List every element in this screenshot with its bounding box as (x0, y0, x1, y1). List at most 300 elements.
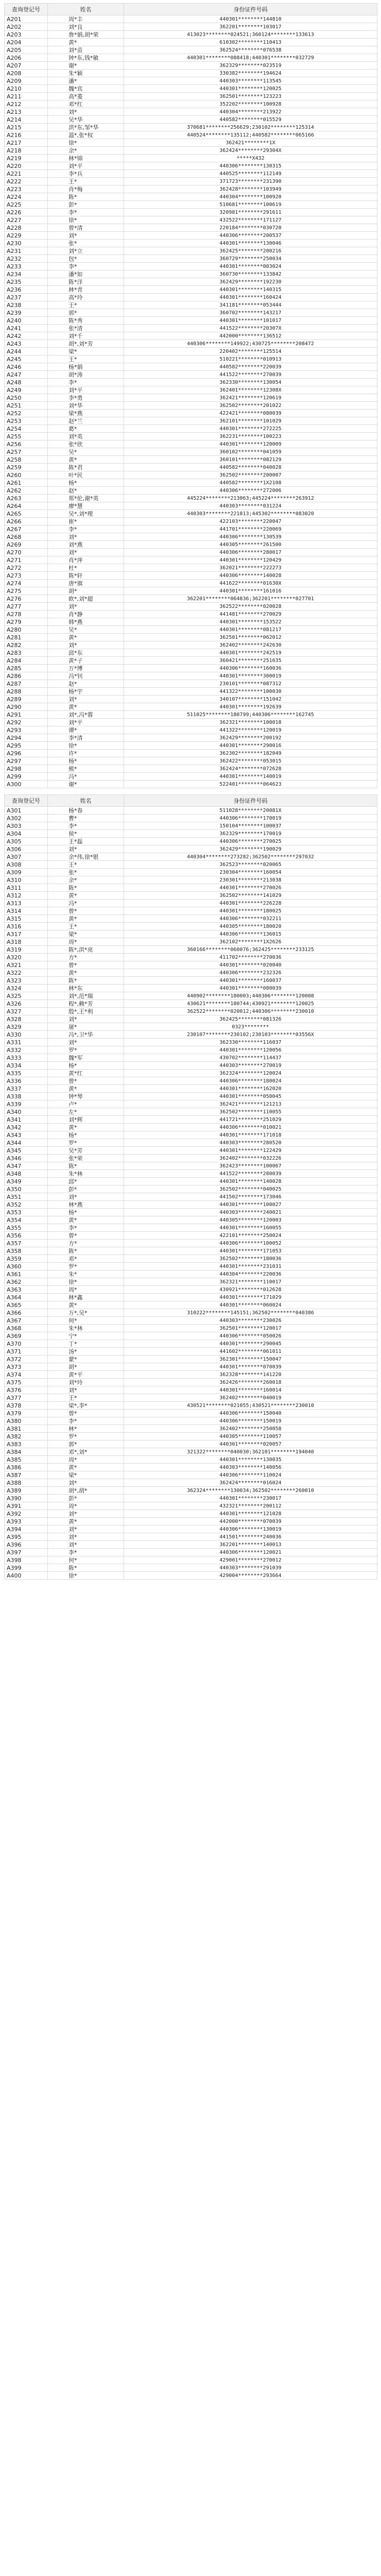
header-id-number: 身份证件号码 (124, 795, 377, 807)
cell-name: 肖*萍 (48, 556, 124, 564)
table-row (5, 556, 377, 564)
cell-registration-no: A251 (5, 402, 48, 410)
table-row (5, 830, 377, 838)
table-row (5, 518, 377, 526)
cell-id-number: 362321********100018 (124, 719, 377, 726)
cell-id-number: 440306********010021 (124, 1124, 377, 1131)
cell-id-number: 440301********192639 (124, 703, 377, 711)
table-row (5, 757, 377, 765)
cell-registration-no: A261 (5, 479, 48, 487)
table-row (5, 325, 377, 332)
table-row (5, 70, 377, 77)
cell-id-number: 441602********061011 (124, 1348, 377, 1355)
cell-id-number: 441721********251029 (124, 1116, 377, 1124)
cell-name: 黄* (48, 1464, 124, 1471)
cell-registration-no: A213 (5, 108, 48, 116)
cell-name: 刘*良 (48, 23, 124, 31)
table-row (5, 209, 377, 216)
cell-id-number: 362429********192230 (124, 278, 377, 286)
cell-registration-no: A202 (5, 23, 48, 31)
cell-id-number: 511025********180799;440306********162745 (124, 711, 377, 719)
cell-registration-no: A217 (5, 139, 48, 147)
cell-name: 陈* (48, 1247, 124, 1255)
cell-id-number: 440306********130315 (124, 162, 377, 170)
registry-table-1 (4, 3, 377, 788)
cell-name: 周* (48, 1456, 124, 1464)
table-row (5, 954, 377, 961)
cell-name: 吴*芳 (48, 1147, 124, 1155)
cell-name: 徐* (48, 1278, 124, 1286)
cell-registration-no: A388 (5, 1479, 48, 1487)
cell-registration-no: A306 (5, 845, 48, 853)
cell-id-number: 440301********171029 (124, 1294, 377, 1301)
cell-id-number: 320981********291611 (124, 209, 377, 216)
table-row (5, 541, 377, 549)
cell-id-number: 362102********1X2626 (124, 938, 377, 946)
cell-id-number: 440301********140315 (124, 286, 377, 294)
table-row (5, 1572, 377, 1580)
cell-id-number: 362402********032226 (124, 1155, 377, 1162)
table-row (5, 1556, 377, 1564)
table-row (5, 1294, 377, 1301)
cell-name: 刘*华 (48, 402, 124, 410)
table-row (5, 425, 377, 433)
cell-name: 黄*红 (48, 1070, 124, 1077)
cell-name: 谢* (48, 781, 124, 788)
cell-name: 邓*,刘* (48, 1448, 124, 1456)
cell-name: 林*东 (48, 985, 124, 992)
cell-registration-no: A342 (5, 1124, 48, 1131)
cell-name: 刘*千 (48, 332, 124, 340)
cell-registration-no: A398 (5, 1556, 48, 1564)
cell-registration-no: A262 (5, 487, 48, 495)
cell-registration-no: A390 (5, 1495, 48, 1502)
cell-id-number: 362021********222273 (124, 564, 377, 572)
cell-name: 刘*,范*瑞 (48, 992, 124, 1000)
cell-id-number: 362429********200192 (124, 734, 377, 742)
cell-name: 朱*林 (48, 1325, 124, 1332)
cell-id-number: 429001********270012 (124, 1556, 377, 1564)
table-row (5, 1541, 377, 1549)
cell-registration-no: A338 (5, 1093, 48, 1100)
cell-registration-no: A290 (5, 703, 48, 711)
cell-name: 李* (48, 209, 124, 216)
table-row (5, 603, 377, 611)
header-registration-no: 查询登记号 (5, 795, 48, 807)
cell-registration-no: A264 (5, 502, 48, 510)
cell-id-number: 362424********29304X (124, 147, 377, 155)
cell-name: 徐* (48, 742, 124, 750)
table-row (5, 1116, 377, 1124)
cell-id-number: 429004********293664 (124, 1572, 377, 1580)
cell-registration-no: A353 (5, 1209, 48, 1216)
cell-registration-no: A345 (5, 1147, 48, 1155)
cell-id-number: 440305********110057 (124, 1433, 377, 1440)
cell-name: 左* (48, 1108, 124, 1116)
cell-registration-no: A332 (5, 1046, 48, 1054)
table-row (5, 440, 377, 448)
table-row (5, 726, 377, 734)
cell-registration-no: A214 (5, 116, 48, 124)
cell-id-number: 362302********182049 (124, 750, 377, 757)
cell-registration-no: A263 (5, 495, 48, 502)
cell-name: 许* (48, 750, 124, 757)
cell-id-number: 220184********030720 (124, 224, 377, 232)
cell-id-number: 440582********1X2108 (124, 479, 377, 487)
table-row (5, 969, 377, 977)
cell-id-number: 440301********140019 (124, 773, 377, 781)
cell-id-number: 440301********020057 (124, 1440, 377, 1448)
cell-id-number: 440301********160037 (124, 977, 377, 985)
cell-registration-no: A387 (5, 1471, 48, 1479)
cell-registration-no: A283 (5, 649, 48, 657)
cell-name: 罗* (48, 1433, 124, 1440)
cell-name: 杨* (48, 479, 124, 487)
cell-registration-no: A247 (5, 371, 48, 379)
cell-name: 曾* (48, 907, 124, 915)
cell-id-number: 150104********100037 (124, 822, 377, 830)
cell-id-number: 362502********200007 (124, 471, 377, 479)
table-row (5, 1518, 377, 1526)
cell-name: 黄*子 (48, 657, 124, 665)
cell-name: 胡*涛 (48, 371, 124, 379)
cell-id-number: 610302********110413 (124, 39, 377, 46)
cell-registration-no: A326 (5, 1000, 48, 1008)
cell-name: 陈*,洪*亮 (48, 946, 124, 954)
table-row (5, 124, 377, 131)
cell-id-number: 422421********080039 (124, 410, 377, 417)
cell-registration-no: A324 (5, 985, 48, 992)
cell-id-number: 362330********130054 (124, 379, 377, 386)
cell-registration-no: A234 (5, 270, 48, 278)
cell-registration-no: A380 (5, 1417, 48, 1425)
cell-registration-no: A308 (5, 861, 48, 869)
cell-name: 周* (48, 1286, 124, 1294)
table-row (5, 1417, 377, 1425)
cell-id-number: 440303********240021 (124, 1209, 377, 1216)
table-row (5, 1286, 377, 1294)
table-row (5, 750, 377, 757)
cell-name: 李* (48, 526, 124, 533)
cell-name: 李* (48, 1224, 124, 1232)
table-row (5, 649, 377, 657)
cell-id-number: 442000********136512 (124, 332, 377, 340)
cell-id-number: 360101********082129 (124, 456, 377, 464)
cell-id-number: 422103********220047 (124, 518, 377, 526)
cell-name: 张* (48, 240, 124, 247)
cell-name: 赵* (48, 680, 124, 688)
cell-name: 刘*苗 (48, 46, 124, 54)
table-row (5, 1039, 377, 1046)
cell-name: 黄*平 (48, 1371, 124, 1379)
table-row (5, 15, 377, 23)
cell-name: 钟*东,钱*敏 (48, 54, 124, 62)
cell-name: 冯* (48, 900, 124, 907)
cell-registration-no: A330 (5, 1031, 48, 1039)
cell-id-number: 440301********101017 (124, 317, 377, 325)
cell-registration-no: A307 (5, 853, 48, 861)
table-row (5, 884, 377, 892)
cell-name: 刘* (48, 1533, 124, 1541)
cell-registration-no: A379 (5, 1410, 48, 1417)
cell-id-number: 440303********140056 (124, 1464, 377, 1471)
cell-registration-no: A354 (5, 1216, 48, 1224)
cell-registration-no: A266 (5, 518, 48, 526)
cell-name: 汤* (48, 1348, 124, 1355)
cell-registration-no: A211 (5, 93, 48, 100)
cell-id-number: 362421********121213 (124, 1100, 377, 1108)
cell-id-number: 362329********170019 (124, 830, 377, 838)
cell-id-number: 362329********023519 (124, 62, 377, 70)
table-row (5, 1185, 377, 1193)
table-row (5, 379, 377, 386)
cell-id-number: 360729********250034 (124, 255, 377, 263)
cell-id-number: 440303********031224 (124, 502, 377, 510)
cell-id-number: 362502********141029 (124, 892, 377, 900)
table-row (5, 672, 377, 680)
cell-registration-no: A295 (5, 742, 48, 750)
cell-registration-no: A282 (5, 641, 48, 649)
cell-id-number: 440306********120021 (124, 1549, 377, 1556)
cell-id-number: 441522********20307X (124, 325, 377, 332)
table-row (5, 1317, 377, 1325)
table-row (5, 838, 377, 845)
cell-name: 陈*轩 (48, 572, 124, 580)
cell-name: 谢* (48, 62, 124, 70)
cell-id-number: 362201********064836;362201********027701 (124, 595, 377, 603)
cell-registration-no: A336 (5, 1077, 48, 1085)
cell-name: 张*清 (48, 325, 124, 332)
cell-registration-no: A343 (5, 1131, 48, 1139)
cell-registration-no: A246 (5, 363, 48, 371)
cell-registration-no: A230 (5, 240, 48, 247)
table-row (5, 1549, 377, 1556)
table-row (5, 417, 377, 425)
table-row (5, 1479, 377, 1487)
cell-registration-no: A222 (5, 178, 48, 185)
cell-name: 黄* (48, 703, 124, 711)
cell-name: 高*玲 (48, 294, 124, 301)
cell-registration-no: A257 (5, 448, 48, 456)
table-row (5, 1410, 377, 1417)
header-name: 姓名 (48, 795, 124, 807)
cell-registration-no: A335 (5, 1070, 48, 1077)
cell-name: 杨* (48, 1062, 124, 1070)
table-row (5, 502, 377, 510)
cell-name: 黄* (48, 969, 124, 977)
cell-id-number: 441502********173046 (124, 1193, 377, 1201)
cell-name: 郭* (48, 1440, 124, 1448)
cell-name: 刘* (48, 641, 124, 649)
cell-registration-no: A362 (5, 1278, 48, 1286)
table-row (5, 1155, 377, 1162)
table-row (5, 1448, 377, 1456)
cell-registration-no: A204 (5, 39, 48, 46)
cell-registration-no: A395 (5, 1533, 48, 1541)
table-row (5, 526, 377, 533)
cell-registration-no: A346 (5, 1155, 48, 1162)
table-row (5, 1108, 377, 1116)
cell-name: 陈* (48, 1564, 124, 1572)
cell-registration-no: A381 (5, 1425, 48, 1433)
table-row (5, 1301, 377, 1309)
cell-name: 刘*辉 (48, 1116, 124, 1124)
cell-id-number: 362522********020012;440306********230010 (124, 1008, 377, 1015)
table-row (5, 587, 377, 595)
cell-id-number: 440306********110024 (124, 1471, 377, 1479)
cell-id-number: 440301********120025 (124, 85, 377, 93)
cell-registration-no: A370 (5, 1340, 48, 1348)
cell-name: 王* (48, 861, 124, 869)
cell-id-number: 432522********171127 (124, 216, 377, 224)
table-row (5, 355, 377, 363)
cell-id-number: 440303********291039 (124, 1564, 377, 1572)
table-row (5, 765, 377, 773)
cell-id-number: 362425********081326 (124, 1015, 377, 1023)
cell-registration-no: A389 (5, 1487, 48, 1495)
cell-id-number: 230301********213038 (124, 876, 377, 884)
table-row (5, 807, 377, 815)
cell-id-number: 440301********160014 (124, 1386, 377, 1394)
table-row (5, 876, 377, 884)
cell-id-number: 362301********150047 (124, 1355, 377, 1363)
cell-registration-no: A221 (5, 170, 48, 178)
cell-name: 彭* (48, 1495, 124, 1502)
cell-name: 蒙* (48, 1355, 124, 1363)
cell-registration-no: A302 (5, 815, 48, 822)
cell-id-number: 440306********160036 (124, 665, 377, 672)
cell-registration-no: A206 (5, 54, 48, 62)
cell-name: 刘* (48, 533, 124, 541)
table-row (5, 1309, 377, 1317)
table-gap (4, 788, 377, 794)
cell-id-number: 362321********110017 (124, 1278, 377, 1286)
cell-registration-no: A218 (5, 147, 48, 155)
table-row (5, 1394, 377, 1402)
table-row (5, 915, 377, 923)
cell-name: 刘* (48, 603, 124, 611)
cell-name: 杨*娟 (48, 363, 124, 371)
cell-id-number: 440301********290016 (124, 742, 377, 750)
table-row (5, 1046, 377, 1054)
cell-registration-no: A327 (5, 1008, 48, 1015)
cell-name: 刘*平 (48, 386, 124, 394)
cell-registration-no: A325 (5, 992, 48, 1000)
cell-name: 彭* (48, 201, 124, 209)
cell-id-number: 352202********100928 (124, 100, 377, 108)
cell-id-number: 441701********220069 (124, 526, 377, 533)
cell-id-number: 360702********143217 (124, 309, 377, 317)
cell-name: 张* (48, 869, 124, 876)
cell-id-number: 440305********261500 (124, 541, 377, 549)
table-row (5, 116, 377, 124)
cell-name: 杨* (48, 757, 124, 765)
table-row (5, 742, 377, 750)
table-row (5, 386, 377, 394)
cell-id-number: 440301********242519 (124, 649, 377, 657)
table-row (5, 1255, 377, 1263)
cell-registration-no: A259 (5, 464, 48, 471)
cell-id-number: 440582********040028 (124, 464, 377, 471)
cell-name: 冯* (48, 773, 124, 781)
cell-registration-no: A269 (5, 541, 48, 549)
cell-name: 刘*立 (48, 247, 124, 255)
cell-id-number: 440301********171053 (124, 1247, 377, 1255)
cell-id-number: 441322********120019 (124, 726, 377, 734)
cell-name: 黄* (48, 1124, 124, 1131)
cell-registration-no: A279 (5, 618, 48, 626)
table-row (5, 54, 377, 62)
table-row (5, 108, 377, 116)
cell-registration-no: A400 (5, 1572, 48, 1580)
cell-registration-no: A208 (5, 70, 48, 77)
cell-name: 温*,张*权 (48, 131, 124, 139)
cell-registration-no: A393 (5, 1518, 48, 1526)
cell-id-number: 440306********150040 (124, 1410, 377, 1417)
cell-registration-no: A258 (5, 456, 48, 464)
cell-registration-no: A232 (5, 255, 48, 263)
table-row (5, 1464, 377, 1471)
cell-id-number: 440303********280520 (124, 1139, 377, 1147)
cell-registration-no: A252 (5, 410, 48, 417)
cell-name: 潘* (48, 77, 124, 85)
cell-registration-no: A328 (5, 1015, 48, 1023)
table-row (5, 31, 377, 39)
cell-name: 肖*梅 (48, 185, 124, 193)
cell-id-number: 362502********201022 (124, 402, 377, 410)
cell-name: 吴* (48, 626, 124, 634)
cell-id-number: 440304********220036 (124, 1270, 377, 1278)
cell-registration-no: A231 (5, 247, 48, 255)
cell-name: 欧*,刘*超 (48, 595, 124, 603)
cell-name: 魏*宾 (48, 85, 124, 93)
cell-name: 何* (48, 1317, 124, 1325)
table-row (5, 456, 377, 464)
cell-id-number: 440306********200537 (124, 232, 377, 240)
cell-name: 刘*燕 (48, 541, 124, 549)
cell-registration-no: A277 (5, 603, 48, 611)
cell-name: 胡* (48, 587, 124, 595)
table-row (5, 930, 377, 938)
cell-id-number: 230304********160054 (124, 869, 377, 876)
table-row (5, 1124, 377, 1131)
cell-registration-no: A382 (5, 1433, 48, 1440)
cell-id-number: 440301********180025 (124, 907, 377, 915)
table-row (5, 363, 377, 371)
cell-registration-no: A372 (5, 1355, 48, 1363)
cell-name: 周* (48, 938, 124, 946)
cell-id-number: 440301********140028 (124, 1178, 377, 1185)
cell-id-number: 440301********272225 (124, 425, 377, 433)
cell-id-number: 432321********200112 (124, 1502, 377, 1510)
cell-registration-no: A369 (5, 1332, 48, 1340)
cell-registration-no: A203 (5, 31, 48, 39)
cell-name: 程*,赖*芳 (48, 1000, 124, 1008)
table-row (5, 162, 377, 170)
cell-name: 钟*琴 (48, 1093, 124, 1100)
cell-registration-no: A255 (5, 433, 48, 440)
table-row (5, 410, 377, 417)
cell-id-number: 440301********300019 (124, 672, 377, 680)
cell-registration-no: A300 (5, 781, 48, 788)
cell-registration-no: A215 (5, 124, 48, 131)
cell-name: 李*清 (48, 734, 124, 742)
table-row (5, 139, 377, 147)
cell-name: 万*博 (48, 665, 124, 672)
table-row (5, 232, 377, 240)
cell-id-number: 371723********231390 (124, 178, 377, 185)
table-row (5, 193, 377, 201)
